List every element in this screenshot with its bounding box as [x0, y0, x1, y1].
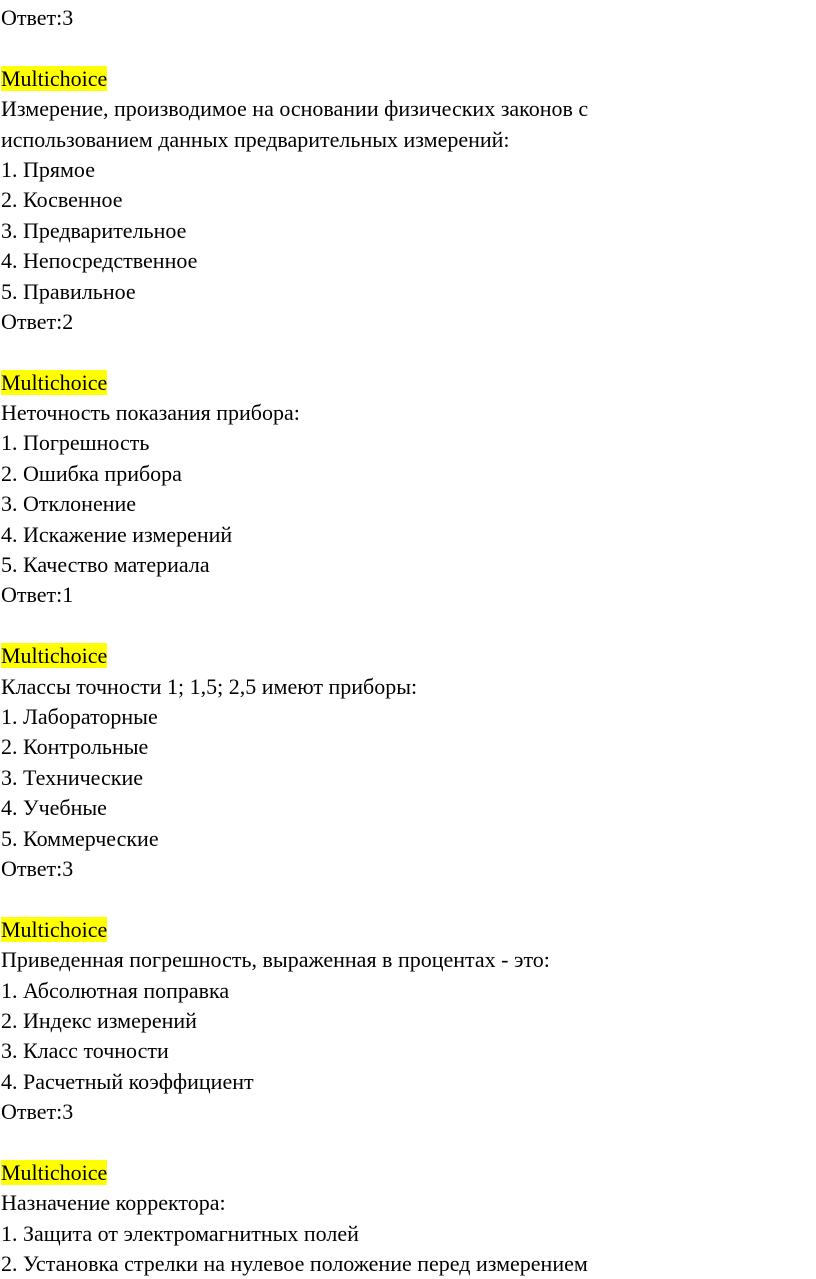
- answer-option: 3. Класс точности: [1, 1038, 169, 1064]
- answer-option: 4. Учебные: [1, 795, 107, 821]
- question-text: Классы точности 1; 1,5; 2,5 имеют приборы:: [1, 673, 418, 699]
- question-block: [1, 368, 812, 611]
- question-type-tag: Multichoice: [1, 916, 108, 942]
- question-type-tag: Multichoice: [1, 369, 108, 395]
- question-text: Измерение, производимое на основании физических законов с: [1, 96, 589, 122]
- question-text: Назначение корректора:: [1, 1190, 226, 1216]
- question-type-tag: Multichoice: [1, 1159, 108, 1185]
- answer-option: 3. Отклонение: [1, 491, 137, 517]
- document-body: [1, 3, 812, 1279]
- question-block: [1, 64, 812, 338]
- question-type-line: [1, 64, 812, 94]
- answer-option: 1. Абсолютная поправка: [1, 977, 230, 1003]
- answer-line: Ответ:3: [1, 1099, 74, 1125]
- answer-option: 3. Технические: [1, 764, 143, 790]
- blank-line: [1, 33, 812, 63]
- answer-option: 5. Коммерческие: [1, 825, 159, 851]
- question-type-tag: Multichoice: [1, 65, 108, 91]
- answer-line: Ответ:1: [1, 582, 74, 608]
- answer-option: 2. Контрольные: [1, 734, 149, 760]
- answer-option: 2. Установка стрелки на нулевое положение перед измерением: [1, 1251, 588, 1277]
- answer-line: Ответ:3: [1, 855, 74, 881]
- question-text: использованием данных предварительных измерений:: [1, 126, 510, 152]
- answer-option: 4. Непосредственное: [1, 248, 198, 274]
- answer-option: 1. Защита от электромагнитных полей: [1, 1220, 359, 1246]
- question-type-line: [1, 1158, 812, 1188]
- answer-option: 2. Ошибка прибора: [1, 460, 182, 486]
- answer-option: 4. Искажение измерений: [1, 521, 233, 547]
- answer-option: 2. Косвенное: [1, 187, 123, 213]
- question-type-line: [1, 641, 812, 671]
- answer-option: 5. Правильное: [1, 278, 136, 304]
- answer-line: Ответ:3: [1, 5, 74, 30]
- question-text: Неточность показания прибора:: [1, 400, 300, 426]
- blank-line: [1, 1127, 812, 1157]
- question-block: [1, 915, 812, 1128]
- answer-option: 5. Качество материала: [1, 552, 210, 578]
- answer-option: 1. Погрешность: [1, 430, 150, 456]
- answer-option: 4. Расчетный коэффициент: [1, 1068, 254, 1094]
- answer-line: Ответ:2: [1, 308, 74, 334]
- question-block: [1, 1158, 812, 1279]
- question-type-line: [1, 368, 812, 398]
- answer-option: 1. Прямое: [1, 156, 95, 182]
- answer-option: 2. Индекс измерений: [1, 1007, 197, 1033]
- answer-option: 3. Предварительное: [1, 217, 187, 243]
- question-type-line: [1, 915, 812, 945]
- blank-line: [1, 611, 812, 641]
- blank-line: [1, 884, 812, 914]
- answer-option: 1. Лабораторные: [1, 703, 158, 729]
- question-block: [1, 641, 812, 884]
- question-text: Приведенная погрешность, выраженная в процентах - это:: [1, 947, 550, 973]
- blank-line: [1, 337, 812, 367]
- question-type-tag: Multichoice: [1, 643, 108, 669]
